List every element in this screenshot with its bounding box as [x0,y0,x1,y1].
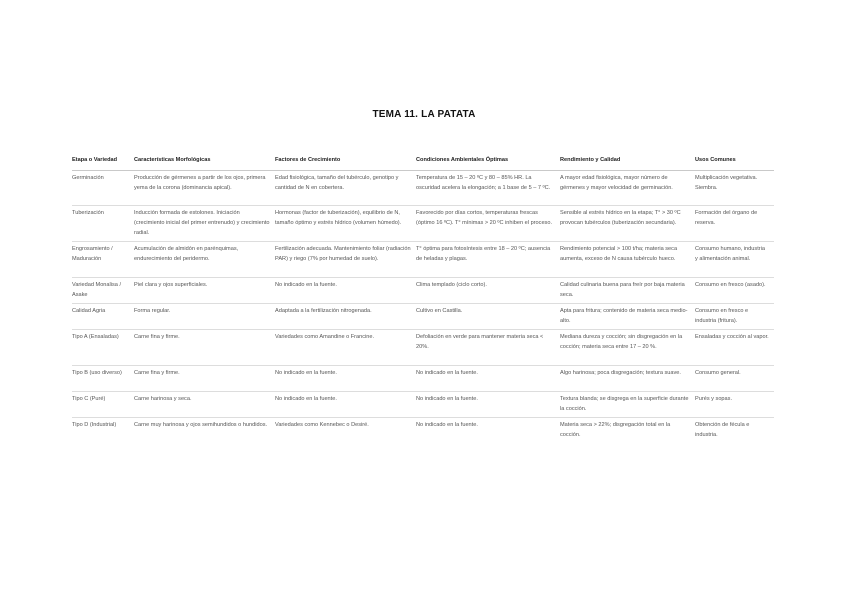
cell-stage: Variedad Monalisa / Asake [72,278,134,304]
cell-growth: Variedades como Kennebec o Desiré. [275,422,369,428]
cell-yield: Calidad culinaria buena para freír por baja materia seca. [560,278,695,304]
cell-conditions: Defoliación en verde para mantener materia seca < 20%. [416,330,560,366]
cell-conditions: Temperatura de 15 – 20 ºC y 80 – 85% HR. La oscuridad acelera la elongación; a 1 base de 5 – 7 ºC. [416,171,560,206]
table-row [72,206,774,242]
header-growth-factors: Factores de Crecimiento [275,156,416,171]
cell-conditions: T° óptima para fotosíntesis entre 18 – 20 ºC; ausencia de heladas y plagas. [416,242,560,278]
cell-growth: No indicado en la fuente. [275,392,416,418]
cell-morphology: Carne fina y firme. [134,330,275,366]
cell-morphology: Producción de gérmenes a partir de los ojos, primera yema de la corona (dominancia apical). [134,171,275,206]
cell-morphology: Carne muy harinosa y ojos semihundidos o hundidos. [134,422,268,428]
cell-growth: Hormonas (factor de tuberización), equilibrio de N, tamaño óptimo y estrés hídrico (volumen húmedo). [275,206,416,242]
cell-growth: No indicado en la fuente. [275,278,416,304]
table-row [72,392,774,418]
cell-yield: Textura blanda; se disgrega en la superficie durante la cocción. [560,392,695,418]
cell-yield: Mediana dureza y cocción; sin disgregación en la cocción; materia seca entre 17 – 20 %. [560,330,695,366]
cell-uses: Ensaladas y cocción al vapor. [695,330,774,366]
cell-uses: Obtención de fécula e industria. [695,422,750,438]
cell-conditions: No indicado en la fuente. [416,366,560,392]
stages-table [72,156,774,444]
cell-uses: Consumo humano, industria y alimentación animal. [695,242,774,278]
cell-growth: Edad fisiológica, tamaño del tubérculo, genotipo y cantidad de N en cobertera. [275,171,416,206]
cell-conditions: No indicado en la fuente. [416,422,478,428]
cell-uses: Formación del órgano de reserva. [695,206,774,242]
cell-conditions: Cultivo en Castilla. [416,304,560,330]
cell-uses: Purés y sopas. [695,392,774,418]
header-yield-quality: Rendimiento y Calidad [560,156,695,171]
cell-uses: Consumo en fresco e industria (fritura). [695,304,774,330]
cell-uses: Consumo en fresco (asado). [695,278,774,304]
cell-conditions: Clima templado (ciclo corto). [416,278,560,304]
cell-morphology: Acumulación de almidón en parénquimas, endurecimiento del peridermo. [134,242,275,278]
table-header-row [72,156,774,171]
cell-stage: Tipo C (Puré) [72,392,134,418]
cell-yield: Sensible al estrés hídrico en la etapa; T° > 30 ºC provocan tubérculos (tuberización secundaria). [560,206,695,242]
cell-yield: Algo harinosa; poca disgregación; textura suave. [560,366,695,392]
table-row [72,242,774,278]
table-row [72,171,774,206]
table-row [72,366,774,392]
cell-stage: Tipo A (Ensaladas) [72,330,134,366]
cell-yield: A mayor edad fisiológica, mayor número de gérmenes y mayor velocidad de germinación. [560,171,695,206]
cell-stage: Engrosamiento / Maduración [72,242,134,278]
cell-yield: Materia seca > 22%; disgregación total en la cocción. [560,422,671,438]
cell-stage: Tuberización [72,206,134,242]
cell-growth: No indicado en la fuente. [275,366,416,392]
header-morphology: Características Morfológicas [134,156,275,171]
document-title: TEMA 11. LA PATATA [372,109,476,120]
table-row [72,418,774,444]
cell-uses: Multiplicación vegetativa. Siembra. [695,171,774,206]
cell-growth: Fertilización adecuada. Mantenimiento foliar (radiación PAR) y riego (7% por humedad de suelo). [275,242,416,278]
cell-stage: Calidad Agria [72,304,134,330]
table-row [72,278,774,304]
header-uses: Usos Comunes [695,156,774,171]
cell-yield: Apta para fritura; contenido de materia seca medio-alto. [560,304,695,330]
cell-stage: Tipo B (uso diverso) [72,366,134,392]
cell-morphology: Inducción formada de estolones. Iniciación (crecimiento inicial del primer entrenudo) y crecimiento radial. [134,206,275,242]
cell-conditions: Favorecido por días cortos, temperaturas frescas (óptimo 16 ºC). T° mínimas > 20 ºC inhiben el proceso. [416,206,560,242]
cell-stage: Germinación [72,171,134,206]
cell-conditions: No indicado en la fuente. [416,392,560,418]
cell-stage: Tipo D (Industrial) [72,422,117,428]
cell-morphology: Forma regular. [134,304,275,330]
cell-morphology: Carne fina y firme. [134,366,275,392]
header-conditions: Condiciones Ambientales Óptimas [416,156,560,171]
cell-morphology: Piel clara y ojos superficiales. [134,278,275,304]
cell-growth: Adaptada a la fertilización nitrogenada. [275,304,416,330]
cell-yield: Rendimiento potencial > 100 t/ha; materia seca aumenta, exceso de N causa tubérculo hueco. [560,242,695,278]
cell-morphology: Carne harinosa y seca. [134,392,275,418]
cell-growth: Variedades como Amandine o Francine. [275,330,416,366]
cell-uses: Consumo general. [695,366,774,392]
header-stage: Etapa o Variedad [72,156,134,171]
table-row [72,304,774,330]
table-row [72,330,774,366]
